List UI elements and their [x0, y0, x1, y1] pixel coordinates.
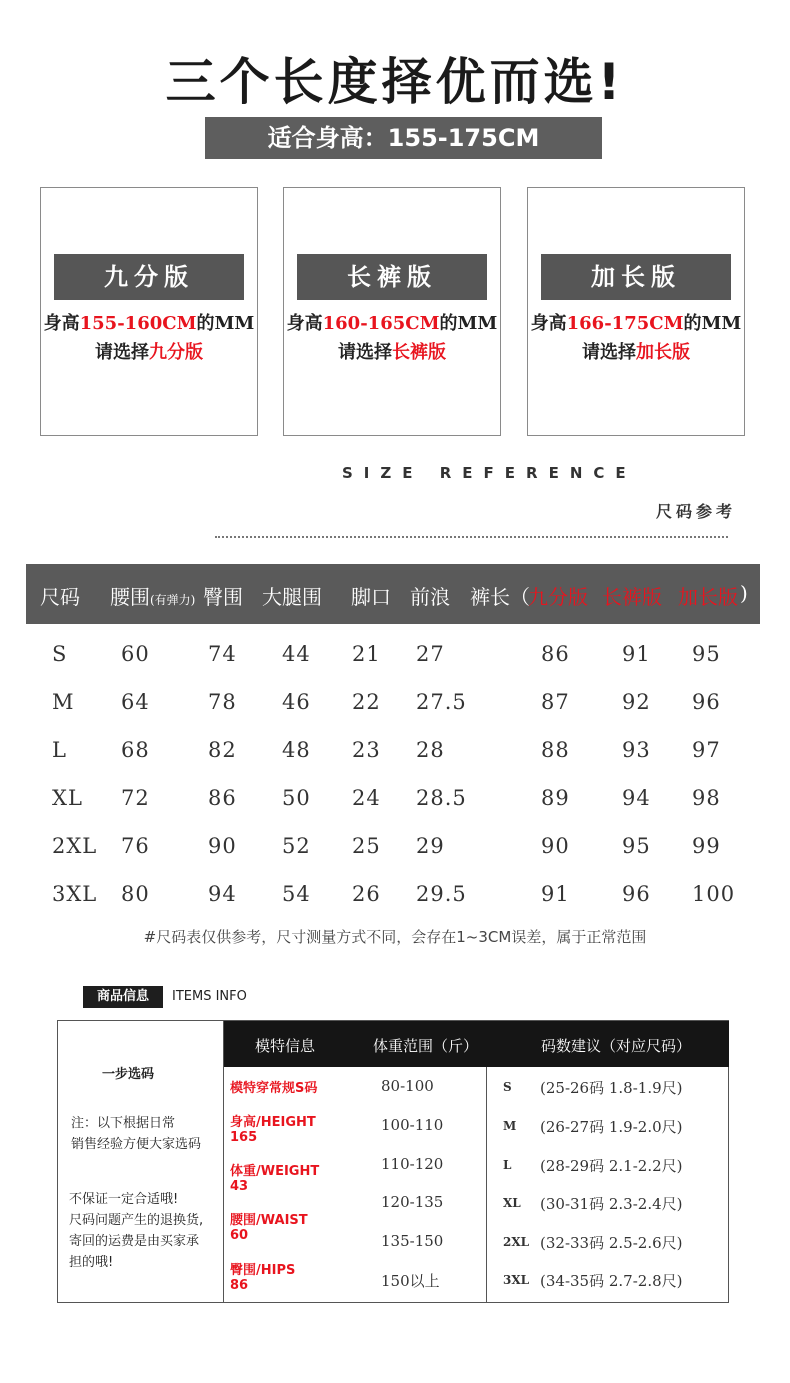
- header-extra: 加长版: [678, 585, 738, 609]
- cell-thigh: 48: [282, 738, 311, 762]
- table-row: [0, 738, 790, 768]
- size-code: 3XL: [503, 1273, 530, 1287]
- header-rise: 前浪: [410, 585, 450, 609]
- cell-hem: 23: [352, 738, 381, 762]
- weight-range: 100-110: [381, 1116, 444, 1134]
- size-code: XL: [503, 1196, 521, 1210]
- cell-size: L: [52, 738, 67, 762]
- policy-line: 担的哦!: [69, 1255, 114, 1270]
- cell-rise: 29.5: [416, 882, 467, 906]
- items-info-en-label: ITEMS INFO: [172, 989, 247, 1004]
- cell-extra: 98: [692, 786, 721, 810]
- cell-hip: 78: [208, 690, 237, 714]
- guide-note-line: 销售经验方便大家选码: [71, 1137, 202, 1152]
- table-row: [0, 882, 790, 912]
- size-desc: (34-35码 2.7-2.8尺): [540, 1272, 683, 1290]
- cell-nine: 90: [541, 834, 570, 858]
- cell-size: M: [52, 690, 75, 714]
- return-policy-note: [69, 1189, 203, 1273]
- header-size-advice: 码数建议（对应尺码）: [541, 1037, 692, 1055]
- policy-line: 尺码问题产生的退换货,: [69, 1213, 204, 1228]
- step-title: 一步选码: [102, 1067, 155, 1082]
- cell-hip: 82: [208, 738, 237, 762]
- weight-range: 150以上: [381, 1272, 440, 1290]
- cell-hem: 24: [352, 786, 381, 810]
- cell-hip: 90: [208, 834, 237, 858]
- model-info-item: 模特穿常规S码: [230, 1081, 318, 1096]
- fit-height-banner: 适合身高：155-175CM: [205, 117, 602, 159]
- height-range-text: 身高166-175CM的MM: [530, 313, 742, 334]
- size-code: S: [503, 1080, 512, 1094]
- header-hip: 臀围: [203, 585, 243, 609]
- weight-range: 110-120: [381, 1155, 444, 1173]
- dotted-divider: [215, 536, 728, 538]
- cell-nine: 88: [541, 738, 570, 762]
- size-table-note: #尺码表仅供参考，尺寸测量方式不同，会存在1~3CM误差，属于正常范围: [143, 928, 647, 946]
- version-tag: 长裤版: [297, 254, 487, 300]
- cell-long: 91: [622, 642, 651, 666]
- header-hem: 脚口: [351, 585, 391, 609]
- cell-nine: 91: [541, 882, 570, 906]
- cell-rise: 29: [416, 834, 445, 858]
- cell-waist: 80: [121, 882, 150, 906]
- cell-thigh: 54: [282, 882, 311, 906]
- header-nine: 九分版: [528, 585, 588, 609]
- header-weight: 体重范围（斤）: [373, 1037, 479, 1055]
- choose-text: 请选择长裤版: [338, 342, 446, 363]
- cell-long: 95: [622, 834, 651, 858]
- selection-guide: [58, 1021, 223, 1302]
- cell-waist: 60: [121, 642, 150, 666]
- column-divider: [486, 1067, 487, 1302]
- header-thigh: 大腿围: [262, 585, 322, 609]
- size-table-header: [26, 564, 760, 624]
- cell-waist: 64: [121, 690, 150, 714]
- page-title: 三个长度择优而选!: [165, 53, 625, 111]
- cell-long: 92: [622, 690, 651, 714]
- cell-nine: 89: [541, 786, 570, 810]
- cell-long: 96: [622, 882, 651, 906]
- cell-nine: 87: [541, 690, 570, 714]
- cell-nine: 86: [541, 642, 570, 666]
- model-info-item: 臀围/HIPS 86: [230, 1263, 296, 1293]
- weight-range: 135-150: [381, 1232, 444, 1250]
- cell-size: XL: [52, 786, 83, 810]
- model-info-item: 体重/WEIGHT 43: [230, 1164, 320, 1194]
- version-card-long: [283, 187, 501, 436]
- cell-extra: 96: [692, 690, 721, 714]
- cell-rise: 28: [416, 738, 445, 762]
- cell-thigh: 52: [282, 834, 311, 858]
- table-row: [0, 690, 790, 720]
- header-waist: 腰围(有弹力): [110, 585, 196, 609]
- version-card-extra: [527, 187, 745, 436]
- cell-thigh: 46: [282, 690, 311, 714]
- header-close: ): [740, 581, 748, 605]
- cell-extra: 95: [692, 642, 721, 666]
- cell-extra: 97: [692, 738, 721, 762]
- header-long: 长裤版: [602, 585, 662, 609]
- cell-hem: 21: [352, 642, 381, 666]
- size-code: 2XL: [503, 1235, 530, 1249]
- choose-text: 请选择加长版: [582, 342, 690, 363]
- table-row: [0, 834, 790, 864]
- height-range-text: 身高155-160CM的MM: [43, 313, 255, 334]
- policy-line: 不保证一定合适哦!: [69, 1192, 179, 1207]
- height-range-text: 身高160-165CM的MM: [286, 313, 498, 334]
- size-desc: (32-33码 2.5-2.6尺): [540, 1234, 683, 1252]
- cell-rise: 27: [416, 642, 445, 666]
- size-code: L: [503, 1158, 512, 1172]
- guide-note-line: 注：以下根据日常: [71, 1116, 176, 1131]
- cell-extra: 100: [692, 882, 736, 906]
- table-row: [0, 642, 790, 672]
- size-code: M: [503, 1119, 517, 1133]
- cell-thigh: 44: [282, 642, 311, 666]
- size-desc: (30-31码 2.3-2.4尺): [540, 1195, 683, 1213]
- cell-waist: 76: [121, 834, 150, 858]
- model-info-item: 腰围/WAIST 60: [230, 1213, 308, 1243]
- column-divider: [223, 1021, 224, 1302]
- policy-line: 寄回的运费是由买家承: [69, 1234, 200, 1249]
- version-tag: 加长版: [541, 254, 731, 300]
- header-size: 尺码: [40, 585, 80, 609]
- cell-hem: 25: [352, 834, 381, 858]
- cell-hem: 26: [352, 882, 381, 906]
- cell-hem: 22: [352, 690, 381, 714]
- header-model: 模特信息: [255, 1037, 316, 1055]
- choose-text: 请选择九分版: [95, 342, 203, 363]
- size-desc: (26-27码 1.9-2.0尺): [540, 1118, 683, 1136]
- header-length: 裤长（: [470, 585, 530, 609]
- cell-waist: 72: [121, 786, 150, 810]
- cell-long: 94: [622, 786, 651, 810]
- cell-hip: 74: [208, 642, 237, 666]
- cell-size: S: [52, 642, 68, 666]
- cell-size: 2XL: [52, 834, 98, 858]
- cell-hip: 94: [208, 882, 237, 906]
- model-info-item: 身高/HEIGHT 165: [230, 1115, 316, 1145]
- items-info-label: 商品信息: [83, 986, 163, 1008]
- size-desc: (25-26码 1.8-1.9尺): [540, 1079, 683, 1097]
- cell-rise: 28.5: [416, 786, 467, 810]
- cell-size: 3XL: [52, 882, 98, 906]
- items-info-header: [223, 1021, 729, 1067]
- size-reference-cn: 尺码参考: [655, 502, 736, 521]
- weight-range: 120-135: [381, 1193, 444, 1211]
- guide-note: [71, 1113, 201, 1155]
- cell-thigh: 50: [282, 786, 311, 810]
- cell-extra: 99: [692, 834, 721, 858]
- items-info-table: [57, 1020, 729, 1303]
- version-tag: 九分版: [54, 254, 244, 300]
- size-reference-heading: SIZE REFERENCE: [342, 464, 637, 482]
- weight-range: 80-100: [381, 1077, 434, 1095]
- cell-waist: 68: [121, 738, 150, 762]
- size-desc: (28-29码 2.1-2.2尺): [540, 1157, 683, 1175]
- cell-long: 93: [622, 738, 651, 762]
- version-card-nine: [40, 187, 258, 436]
- cell-rise: 27.5: [416, 690, 467, 714]
- table-row: [0, 786, 790, 816]
- cell-hip: 86: [208, 786, 237, 810]
